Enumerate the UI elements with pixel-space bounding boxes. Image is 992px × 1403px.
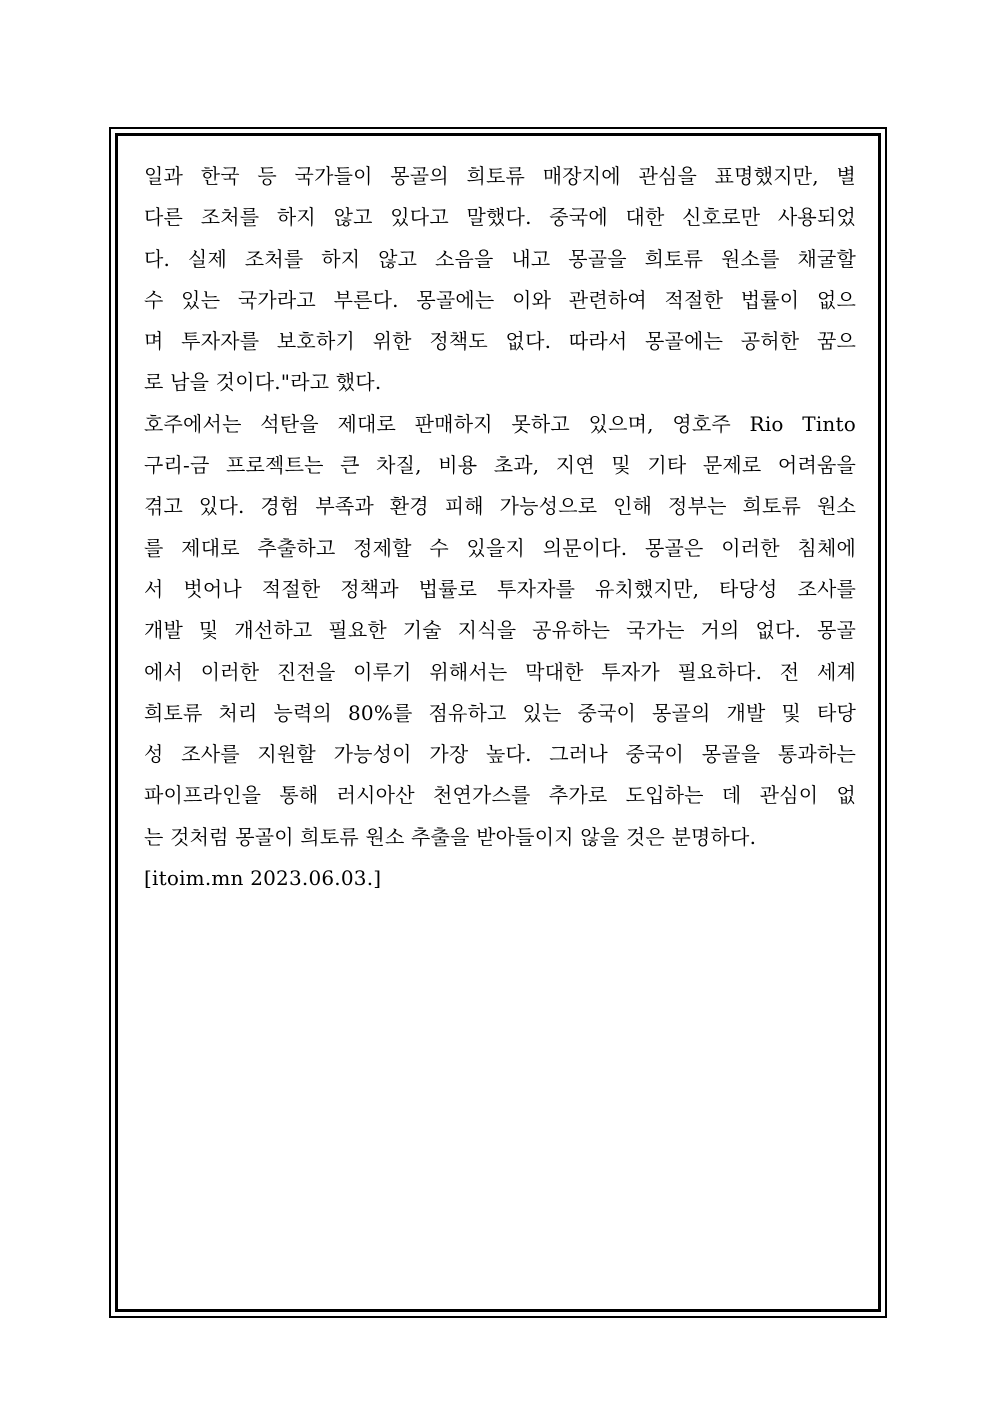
document-body [144,156,856,899]
text-line: 를 제대로 추출하고 정제할 수 있을지 의문이다. 몽골은 이러한 침체에 [144,535,856,560]
text-line: 겪고 있다. 경험 부족과 환경 피해 가능성으로 인해 정부는 희토류 원소 [144,494,856,519]
text-line: 구리-금 프로젝트는 큰 차질, 비용 초과, 지연 및 기타 문제로 어려움을 [144,453,856,478]
text-line: 수 있는 국가라고 부른다. 몽골에는 이와 관련하여 적절한 법률이 없으 [144,287,856,312]
text-line: 다. 실제 조처를 하지 않고 소음을 내고 몽골을 희토류 원소를 채굴할 [144,246,856,271]
text-line: 일과 한국 등 국가들이 몽골의 희토류 매장지에 관심을 표명했지만, 별 [144,164,856,188]
text-line: 는 것처럼 몽골이 희토류 원소 추출을 받아들이지 않을 것은 분명하다. [144,824,757,849]
text-line: 성 조사를 지원할 가능성이 가장 높다. 그러나 중국이 몽골을 통과하는 [144,742,856,767]
text-line: 로 남을 것이다."라고 했다. [144,370,382,395]
text-line: 파이프라인을 통해 러시아산 천연가스를 추가로 도입하는 데 관심이 없 [144,783,856,808]
text-line: 에서 이러한 진전을 이루기 위해서는 막대한 투자가 필요하다. 전 세계 [144,659,856,684]
text-line: 며 투자자를 보호하기 위한 정책도 없다. 따라서 몽골에는 공허한 꿈으 [144,329,856,354]
paragraph-1 [144,156,856,404]
paragraph-2 [144,404,856,858]
source-citation: [itoim.mn 2023.06.03.] [144,866,382,891]
text-line: 호주에서는 석탄을 제대로 판매하지 못하고 있으며, 영호주 Rio Tinto [144,411,856,436]
text-line: 서 벗어나 적절한 정책과 법률로 투자자를 유치했지만, 타당성 조사를 [144,576,856,601]
text-line: 개발 및 개선하고 필요한 기술 지식을 공유하는 국가는 거의 없다. 몽골 [144,618,856,643]
text-line: 희토류 처리 능력의 80%를 점유하고 있는 중국이 몽골의 개발 및 타당 [144,700,856,725]
text-line: 다른 조처를 하지 않고 있다고 말했다. 중국에 대한 신호로만 사용되었 [144,205,856,230]
